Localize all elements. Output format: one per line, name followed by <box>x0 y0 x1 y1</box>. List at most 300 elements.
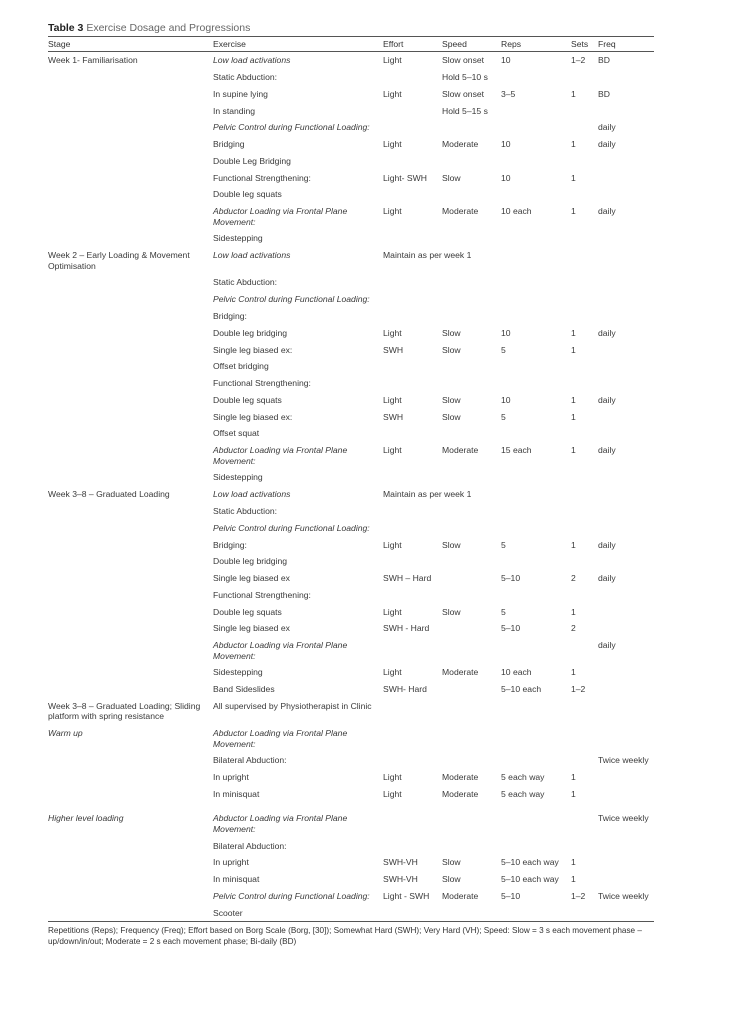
cell-stage <box>48 587 213 604</box>
cell-effort: Light <box>383 772 402 783</box>
cell-speed: Slow <box>442 857 461 868</box>
cell-effort <box>383 186 442 203</box>
cell-sets: 1 <box>571 788 576 799</box>
cell-reps <box>501 553 571 570</box>
cell-exercise: Low load activations <box>213 55 291 66</box>
cell-exercise: Abductor Loading via Frontal Plane Movement: <box>213 813 348 834</box>
cell-stage <box>48 681 213 698</box>
table-row <box>48 553 654 570</box>
cell-reps <box>501 291 571 308</box>
cell-sets: 2 <box>571 573 576 584</box>
cell-stage <box>48 325 213 342</box>
cell-stage <box>48 837 213 854</box>
cell-reps <box>501 637 571 664</box>
cell-exercise: Pelvic Control during Functional Loading: <box>213 122 370 133</box>
cell-stage <box>48 854 213 871</box>
cell-effort: SWH- Hard <box>383 684 427 695</box>
cell-effort: Maintain as per week 1 <box>383 489 472 500</box>
cell-stage <box>48 119 213 136</box>
cell-speed <box>442 905 501 922</box>
cell-exercise: Abductor Loading via Frontal Plane Movement: <box>213 728 348 749</box>
cell-freq <box>598 69 654 86</box>
cell-stage <box>48 553 213 570</box>
table-row <box>48 603 654 620</box>
cell-sets: 1 <box>571 874 576 885</box>
table-row <box>48 698 654 725</box>
cell-reps: 10 <box>501 139 511 150</box>
cell-speed <box>442 725 501 752</box>
column-header-speed: Speed <box>442 39 467 49</box>
cell-freq <box>598 469 654 486</box>
cell-stage <box>48 769 213 786</box>
cell-exercise: Bilateral Abduction: <box>213 755 287 766</box>
column-header-sets: Sets <box>571 39 589 49</box>
cell-speed: Moderate <box>442 788 479 799</box>
cell-exercise: Abductor Loading via Frontal Plane Movement: <box>213 640 348 661</box>
cell-sets <box>571 802 598 837</box>
cell-effort <box>383 358 442 375</box>
cell-stage: Week 3–8 – Graduated Loading <box>48 489 170 500</box>
cell-exercise: Offset squat <box>213 428 260 439</box>
cell-effort: Light <box>383 327 402 338</box>
cell-effort <box>383 230 442 247</box>
cell-freq: Twice weekly <box>598 891 649 901</box>
cell-exercise: In minisquat <box>213 788 260 799</box>
cell-reps: 5 each way <box>501 772 545 783</box>
cell-speed: Slow onset <box>442 55 485 66</box>
cell-speed: Moderate <box>442 206 479 217</box>
column-header-freq: Freq <box>598 39 616 49</box>
cell-reps <box>501 69 571 86</box>
cell-exercise: Functional Strengthening: <box>213 589 311 600</box>
cell-effort: Light <box>383 394 402 405</box>
cell-speed <box>442 230 501 247</box>
cell-speed <box>442 520 501 537</box>
table-row <box>48 169 654 186</box>
cell-stage <box>48 341 213 358</box>
cell-sets: 1 <box>571 772 576 783</box>
column-header-effort: Effort <box>383 39 404 49</box>
cell-exercise: Pelvic Control during Functional Loading: <box>213 294 370 305</box>
cell-stage <box>48 570 213 587</box>
cell-speed: Hold 5–10 s <box>442 71 488 82</box>
cell-reps <box>501 587 571 604</box>
cell-stage: Warm up <box>48 728 83 739</box>
column-header-stage: Stage <box>48 39 71 49</box>
cell-speed <box>442 186 501 203</box>
cell-reps: 3–5 <box>501 88 516 99</box>
cell-stage <box>48 203 213 230</box>
table-row <box>48 308 654 325</box>
cell-speed <box>442 375 501 392</box>
cell-exercise: Abductor Loading via Frontal Plane Movement: <box>213 206 348 227</box>
cell-speed <box>442 752 501 769</box>
cell-freq <box>598 274 654 291</box>
table-row <box>48 247 654 274</box>
cell-effort: Light <box>383 139 402 150</box>
table-row <box>48 837 654 854</box>
column-header-reps: Reps <box>501 39 522 49</box>
table-container <box>48 22 654 947</box>
cell-freq <box>598 503 654 520</box>
cell-effort <box>383 274 442 291</box>
cell-sets <box>571 587 598 604</box>
table-row <box>48 664 654 681</box>
cell-effort <box>383 153 442 170</box>
cell-sets <box>571 503 598 520</box>
cell-sets: 1–2 <box>571 55 586 66</box>
table-row <box>48 291 654 308</box>
cell-speed: Moderate <box>442 772 479 783</box>
table-row <box>48 325 654 342</box>
cell-freq: daily <box>598 122 616 133</box>
cell-effort <box>383 308 442 325</box>
cell-reps <box>501 119 571 136</box>
cell-reps <box>501 520 571 537</box>
cell-freq <box>598 553 654 570</box>
cell-exercise: Double leg squats <box>213 189 282 200</box>
cell-freq: daily <box>598 327 616 338</box>
header-row <box>48 37 654 52</box>
cell-effort <box>383 503 442 520</box>
cell-reps <box>501 469 571 486</box>
cell-exercise: Double Leg Bridging <box>213 155 291 166</box>
cell-freq: daily <box>598 394 616 405</box>
cell-freq <box>598 308 654 325</box>
table-row <box>48 905 654 922</box>
cell-effort: SWH-VH <box>383 857 418 868</box>
cell-reps: 5 each way <box>501 788 545 799</box>
table-row <box>48 186 654 203</box>
cell-speed: Slow <box>442 539 461 550</box>
cell-freq <box>598 786 654 803</box>
cell-stage <box>48 905 213 922</box>
cell-exercise: Scooter <box>213 907 243 918</box>
cell-reps <box>501 425 571 442</box>
cell-stage <box>48 291 213 308</box>
table-row <box>48 230 654 247</box>
cell-stage <box>48 871 213 888</box>
cell-freq: daily <box>598 640 616 651</box>
cell-freq <box>598 603 654 620</box>
cell-exercise: Sidestepping <box>213 472 263 483</box>
cell-speed <box>442 274 501 291</box>
cell-reps: 5–10 each <box>501 684 542 695</box>
cell-freq: daily <box>598 139 616 150</box>
cell-effort <box>383 69 442 86</box>
cell-reps: 5 <box>501 344 506 355</box>
cell-effort <box>383 102 442 119</box>
cell-reps: 10 <box>501 327 511 338</box>
cell-reps <box>501 503 571 520</box>
cell-effort <box>383 725 442 752</box>
cell-reps <box>501 837 571 854</box>
cell-exercise: Double leg bridging <box>213 327 288 338</box>
cell-freq <box>598 620 654 637</box>
table-row <box>48 637 654 664</box>
cell-sets <box>571 102 598 119</box>
cell-exercise: Single leg biased ex: <box>213 411 293 422</box>
cell-stage <box>48 69 213 86</box>
table-row <box>48 442 654 469</box>
cell-speed <box>442 620 501 637</box>
cell-sets <box>571 274 598 291</box>
cell-effort <box>383 637 442 664</box>
table-row <box>48 752 654 769</box>
cell-effort <box>383 837 442 854</box>
cell-freq: BD <box>598 88 610 99</box>
table-row <box>48 786 654 803</box>
cell-exercise: Double leg bridging <box>213 556 288 567</box>
cell-exercise: Sidestepping <box>213 233 263 244</box>
cell-speed <box>442 425 501 442</box>
table-row <box>48 425 654 442</box>
cell-effort <box>383 119 442 136</box>
cell-speed: Slow <box>442 327 461 338</box>
cell-exercise: All supervised by Physiotherapist in Clinic <box>213 700 372 711</box>
table-row <box>48 358 654 375</box>
cell-freq <box>598 837 654 854</box>
cell-exercise: Offset bridging <box>213 361 269 372</box>
column-header-exercise: Exercise <box>213 39 246 49</box>
cell-exercise: Double leg squats <box>213 394 282 405</box>
cell-stage <box>48 752 213 769</box>
cell-effort: Light <box>383 206 402 217</box>
table-title: Exercise Dosage and Progressions <box>86 22 251 34</box>
cell-freq <box>598 681 654 698</box>
cell-effort <box>383 425 442 442</box>
cell-stage <box>48 637 213 664</box>
cell-exercise: Bridging: <box>213 539 247 550</box>
cell-stage <box>48 442 213 469</box>
cell-reps <box>501 153 571 170</box>
cell-sets: 1 <box>571 445 576 456</box>
cell-stage <box>48 425 213 442</box>
table-row <box>48 725 654 752</box>
cell-exercise: Single leg biased ex <box>213 623 290 634</box>
cell-sets <box>571 553 598 570</box>
cell-effort: Light <box>383 606 402 617</box>
cell-sets: 1 <box>571 857 576 868</box>
cell-stage <box>48 169 213 186</box>
cell-sets: 1 <box>571 394 576 405</box>
cell-speed: Moderate <box>442 445 479 456</box>
cell-stage: Higher level loading <box>48 813 124 824</box>
cell-speed <box>442 153 501 170</box>
cell-sets: 1 <box>571 667 576 678</box>
cell-exercise: Static Abduction: <box>213 505 278 516</box>
cell-stage <box>48 230 213 247</box>
cell-sets <box>571 358 598 375</box>
table-body <box>48 52 654 922</box>
cell-reps: 5–10 <box>501 573 521 584</box>
cell-stage <box>48 408 213 425</box>
cell-sets: 1 <box>571 206 576 217</box>
cell-speed: Slow <box>442 344 461 355</box>
cell-effort <box>383 752 442 769</box>
cell-reps: 5–10 each way <box>501 874 559 885</box>
cell-stage <box>48 620 213 637</box>
table-row <box>48 119 654 136</box>
cell-stage <box>48 392 213 409</box>
cell-stage <box>48 469 213 486</box>
cell-effort: SWH <box>383 344 404 355</box>
cell-freq <box>598 769 654 786</box>
cell-effort: Light- SWH <box>383 172 427 183</box>
cell-exercise: In upright <box>213 857 249 868</box>
cell-freq <box>598 854 654 871</box>
table-row <box>48 854 654 871</box>
cell-freq <box>598 153 654 170</box>
cell-freq: daily <box>598 445 616 456</box>
cell-stage <box>48 375 213 392</box>
cell-reps: 5–10 <box>501 623 521 634</box>
table-caption <box>48 22 654 34</box>
cell-exercise: Pelvic Control during Functional Loading: <box>213 891 370 901</box>
cell-freq <box>598 230 654 247</box>
cell-speed <box>442 553 501 570</box>
cell-sets <box>571 230 598 247</box>
cell-effort <box>383 802 442 837</box>
cell-speed: Slow <box>442 411 461 422</box>
cell-effort: Light - SWH <box>383 891 430 901</box>
cell-exercise: Bilateral Abduction: <box>213 840 287 851</box>
cell-effort: Maintain as per week 1 <box>383 250 472 261</box>
cell-freq <box>598 905 654 922</box>
cell-effort <box>383 905 442 922</box>
table-row <box>48 802 654 837</box>
cell-exercise: Sidestepping <box>213 667 263 678</box>
cell-speed <box>442 119 501 136</box>
cell-sets <box>571 752 598 769</box>
cell-freq <box>598 375 654 392</box>
cell-reps: 15 each <box>501 445 532 456</box>
cell-speed: Slow <box>442 172 461 183</box>
cell-stage <box>48 86 213 103</box>
cell-reps <box>501 308 571 325</box>
cell-reps: 5 <box>501 411 506 422</box>
cell-speed <box>442 308 501 325</box>
table-row <box>48 153 654 170</box>
cell-freq <box>598 102 654 119</box>
cell-reps <box>501 358 571 375</box>
cell-reps <box>501 274 571 291</box>
table-row <box>48 274 654 291</box>
table-row <box>48 136 654 153</box>
cell-freq <box>598 664 654 681</box>
table-row <box>48 871 654 888</box>
table-row <box>48 503 654 520</box>
table-label: Table 3 <box>48 22 84 34</box>
table-row <box>48 769 654 786</box>
cell-freq <box>598 358 654 375</box>
table-footnote: Repetitions (Reps); Frequency (Freq); Effort based on Borg Scale (Borg, [30]); Somewhat Hard (SWH); Very Hard (VH); Speed: Slow = 3 s each movement phase – up/down/in/out; Moderate = 2 s each movement phase; Bi-daily (BD) <box>48 926 642 947</box>
table-row <box>48 375 654 392</box>
table-row <box>48 341 654 358</box>
cell-speed <box>442 291 501 308</box>
cell-stage <box>48 888 213 905</box>
cell-exercise: Functional Strengthening: <box>213 172 311 183</box>
cell-effort: Light <box>383 445 402 456</box>
cell-reps <box>501 905 571 922</box>
cell-speed: Slow onset <box>442 88 485 99</box>
cell-effort: SWH-VH <box>383 874 418 885</box>
cell-speed <box>442 837 501 854</box>
cell-stage <box>48 786 213 803</box>
table-row <box>48 69 654 86</box>
cell-stage <box>48 308 213 325</box>
cell-sets <box>571 119 598 136</box>
table-row <box>48 486 654 503</box>
table-row <box>48 681 654 698</box>
cell-freq <box>598 587 654 604</box>
table-row <box>48 52 654 69</box>
cell-sets: 1 <box>571 172 576 183</box>
cell-exercise: Band Sideslides <box>213 684 275 695</box>
cell-freq <box>598 341 654 358</box>
cell-effort: Light <box>383 88 402 99</box>
cell-freq <box>598 520 654 537</box>
cell-exercise: Bridging <box>213 139 245 150</box>
cell-speed <box>442 802 501 837</box>
cell-sets: 2 <box>571 623 576 634</box>
cell-effort <box>383 469 442 486</box>
cell-stage <box>48 274 213 291</box>
cell-speed <box>442 570 501 587</box>
cell-sets <box>571 153 598 170</box>
cell-sets <box>571 469 598 486</box>
table-row <box>48 102 654 119</box>
cell-sets: 1 <box>571 411 576 422</box>
cell-sets <box>571 425 598 442</box>
cell-exercise: In standing <box>213 105 256 116</box>
cell-effort <box>383 520 442 537</box>
table-row <box>48 888 654 905</box>
cell-sets: 1 <box>571 88 576 99</box>
cell-effort <box>383 375 442 392</box>
cell-effort: SWH <box>383 411 404 422</box>
cell-reps: 10 each <box>501 206 532 217</box>
table-row <box>48 536 654 553</box>
cell-exercise: Single leg biased ex: <box>213 344 293 355</box>
cell-sets <box>571 375 598 392</box>
cell-sets <box>571 520 598 537</box>
table-row <box>48 570 654 587</box>
cell-stage <box>48 503 213 520</box>
exercise-table <box>48 36 654 922</box>
cell-freq: daily <box>598 539 616 550</box>
cell-speed: Slow <box>442 874 461 885</box>
cell-stage <box>48 664 213 681</box>
cell-exercise: In minisquat <box>213 874 260 885</box>
cell-sets <box>571 308 598 325</box>
cell-reps <box>501 802 571 837</box>
cell-reps: 10 <box>501 55 511 66</box>
cell-reps <box>501 752 571 769</box>
cell-speed <box>442 681 501 698</box>
cell-reps <box>501 375 571 392</box>
cell-stage <box>48 136 213 153</box>
table-row <box>48 86 654 103</box>
cell-exercise: Static Abduction: <box>213 277 278 288</box>
cell-speed: Moderate <box>442 667 479 678</box>
cell-freq: daily <box>598 206 616 217</box>
cell-sets <box>571 725 598 752</box>
cell-effort: Light <box>383 667 402 678</box>
table-row <box>48 620 654 637</box>
table-row <box>48 587 654 604</box>
cell-exercise: Abductor Loading via Frontal Plane Movement: <box>213 445 348 466</box>
